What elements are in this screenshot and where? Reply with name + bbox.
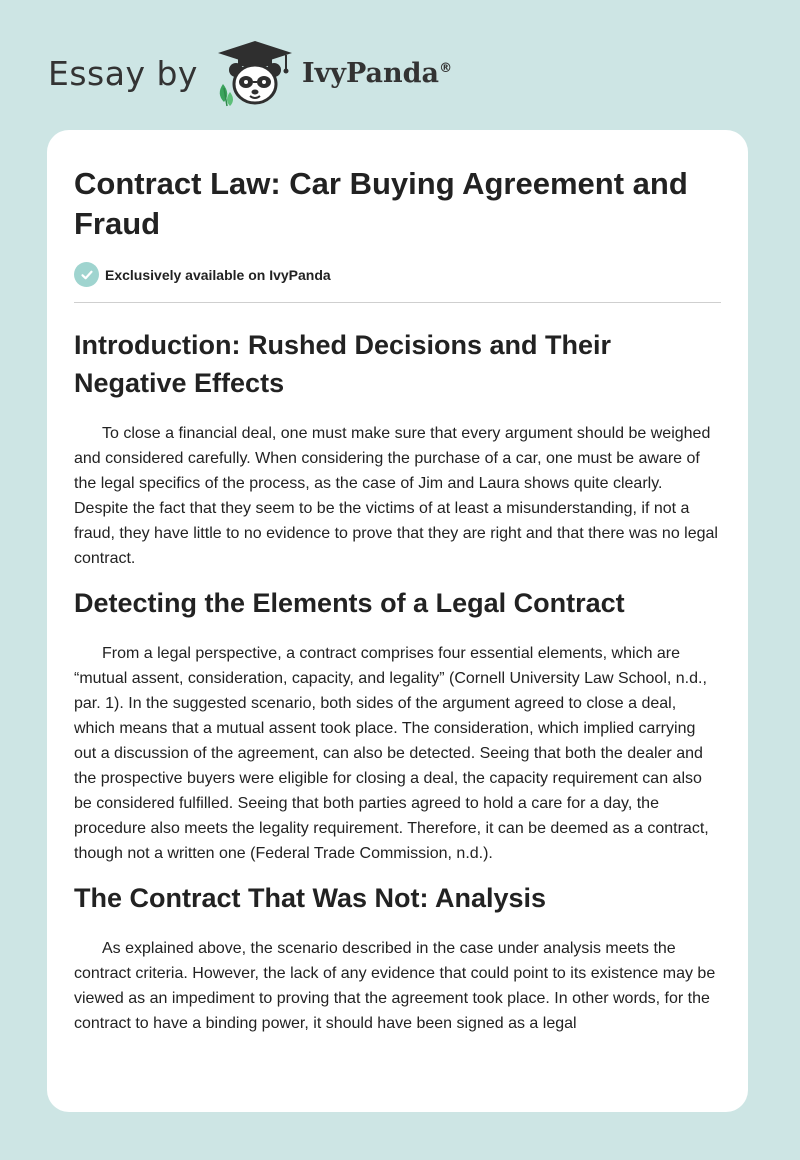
section-heading-analysis: The Contract That Was Not: Analysis — [74, 883, 547, 913]
page-title: Contract Law: Car Buying Agreement and Fraud — [74, 166, 688, 241]
exclusive-badge — [74, 262, 721, 287]
section-paragraph-analysis: As explained above, the scenario described in the case under analysis meets the contract criteria. However, the lack of any evidence that could point to its existence may be viewed as an impediment to proving that the agreement took place. In other words, for the contract to have a binding power, it should have been signed as a legal — [74, 940, 716, 1032]
check-circle-icon — [74, 262, 99, 287]
section-paragraph-introduction: To close a financial deal, one must make sure that every argument should be weighed and considered carefully. When considering the purchase of a car, one must be aware of the legal specifics of the process, as the case of Jim and Laura shows quite clearly. Despite the fact that they seem to be the victims of at least a misunderstanding, if not a fraud, they have little to no evidence to prove that they are right and that there was no legal contract. — [74, 425, 718, 567]
essay-content — [47, 130, 748, 1036]
essay-card — [47, 130, 748, 1112]
panda-graduation-cap-icon[interactable] — [214, 38, 296, 108]
brand-name[interactable]: IvyPanda® — [301, 57, 453, 89]
section-paragraph-elements: From a legal perspective, a contract comprises four essential elements, which are “mutual assent, consideration, capacity, and legality” (Cornell University Law School, n.d., par. 1). In the suggested scenario, both sides of the argument agreed to close a deal, which means that a mutual assent took place. The consideration, which implied carrying out a discussion of the agreement, can also be detected. Seeing that both the dealer and the prospective buyers were eligible for closing a deal, the capacity requirement can also be considered fulfilled. Seeing that both parties agreed to hold a care for a day, the procedure also meets the legality requirement. Therefore, it can be deemed as a contract, though not a written one (Federal Trade Commission, n.d.). — [74, 645, 709, 862]
brand-prefix: Essay by — [48, 53, 198, 93]
divider — [74, 302, 721, 303]
section-heading-introduction: Introduction: Rushed Decisions and Their Negative Effects — [74, 330, 612, 398]
registered-mark: ® — [439, 60, 453, 76]
exclusive-label: Exclusively available on IvyPanda — [105, 266, 331, 283]
brand-header — [48, 38, 452, 108]
section-heading-elements: Detecting the Elements of a Legal Contract — [74, 588, 625, 618]
